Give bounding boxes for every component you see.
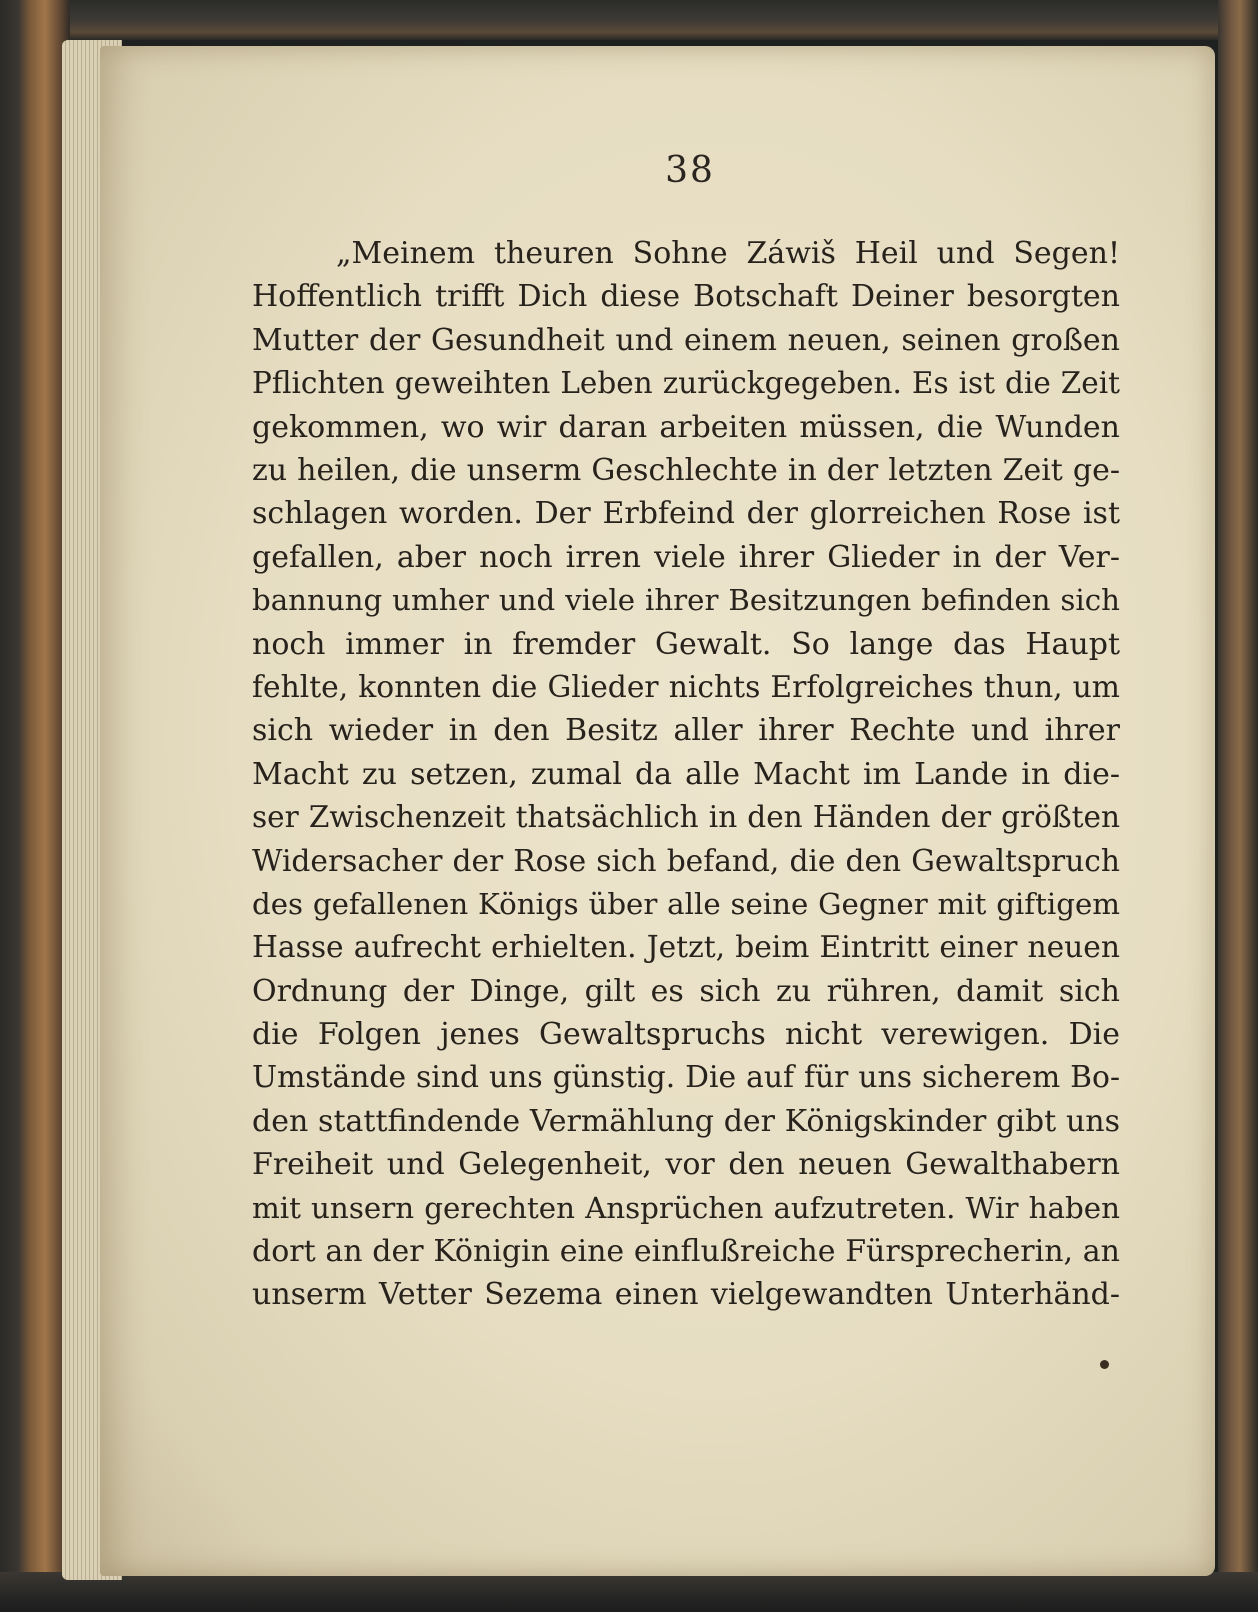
page-number: 38 [665, 150, 715, 191]
text-line: bannung umher und viele ihrer Besitzungen befinden sich [252, 583, 1120, 618]
book-binding-bottom [0, 1572, 1258, 1612]
text-line: ser Zwischenzeit thatsächlich in den Händen der größten [252, 800, 1120, 835]
text-line: noch immer in fremder Gewalt. So lange das Haupt [252, 626, 1120, 662]
text-line: unserm Vetter Sezema einen vielgewandten Unterhänd- [252, 1277, 1120, 1313]
text-line: Macht zu setzen, zumal da alle Macht im Lande in die- [252, 756, 1120, 792]
text-line: gekommen, wo wir daran arbeiten müssen, die Wunden [252, 409, 1120, 445]
text-line: Umstände sind uns günstig. Die auf für uns sicherem Bo- [252, 1060, 1120, 1096]
book-binding-left [0, 0, 70, 1612]
text-line: Ordnung der Dinge, gilt es sich zu rühren, damit sich [252, 973, 1120, 1009]
text-line: des gefallenen Königs über alle seine Gegner mit giftigem [252, 886, 1120, 921]
text-line: Widersacher der Rose sich befand, die den Gewaltspruch [252, 843, 1120, 879]
text-line: zu heilen, die unserm Geschlechte in der letzten Zeit ge- [252, 452, 1120, 488]
text-line: Hoffentlich trifft Dich diese Botschaft Deiner besorgten [252, 279, 1120, 315]
book-binding-right [1218, 0, 1258, 1612]
text-line: gefallen, aber noch irren viele ihrer Glieder in der Ver- [252, 539, 1120, 575]
text-line: Hasse aufrecht erhielten. Jetzt, beim Eintritt einer neuen [252, 930, 1120, 966]
text-line: den stattfindende Vermählung der Königskinder gibt uns [252, 1103, 1120, 1139]
text-line: fehlte, konnten die Glieder nichts Erfolgreiches thun, um [252, 669, 1120, 705]
text-line: dort an der Königin eine einflußreiche Fürsprecherin, an [252, 1233, 1120, 1269]
text-line: mit unsern gerechten Ansprüchen aufzutreten. Wir haben [252, 1190, 1120, 1225]
text-line: schlagen worden. Der Erbfeind der glorreichen Rose ist [252, 496, 1120, 532]
book-binding-top [0, 0, 1258, 40]
text-line: Freiheit und Gelegenheit, vor den neuen Gewalthabern [252, 1147, 1120, 1183]
text-line: „Meinem theuren Sohne Záwiš Heil und Segen! [336, 236, 1120, 271]
text-line: Mutter der Gesundheit und einem neuen, seinen großen [252, 322, 1120, 358]
text-line: sich wieder in den Besitz aller ihrer Rechte und ihrer [252, 713, 1120, 749]
ink-spot [1100, 1360, 1109, 1369]
page-text [252, 232, 1120, 1317]
text-line: Pflichten geweihten Leben zurückgegeben. Es ist die Zeit [252, 366, 1120, 401]
text-line: die Folgen jenes Gewaltspruchs nicht verewigen. Die [252, 1017, 1120, 1053]
